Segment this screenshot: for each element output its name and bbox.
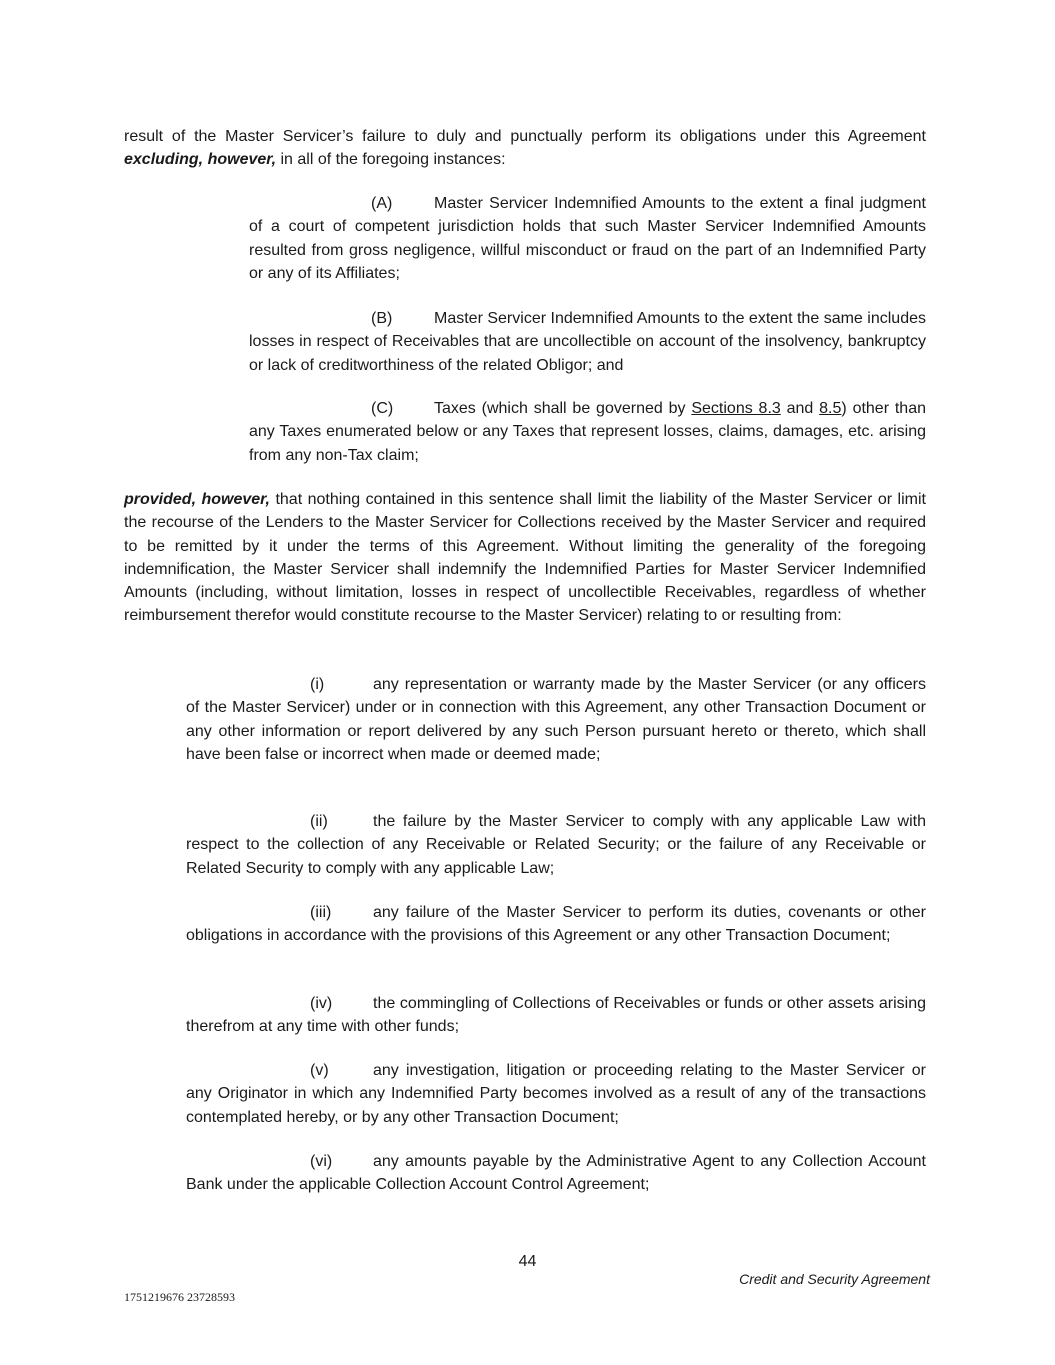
exclusion-a	[249, 192, 926, 285]
exclusion-b	[249, 307, 926, 377]
proviso-emphasis: provided, however,	[124, 491, 270, 508]
exclusion-text-c: ) other than any Taxes enumerated below or any Taxes that represent losses, claims, damages, etc. arising from any non-Tax claim;	[249, 400, 927, 464]
exclusion-text: Master Servicer Indemnified Amounts to the extent a final judgment of a court of competent jurisdiction holds that such Master Servicer Indemnified Amounts resulted from gross negligence, willful misconduct or fraud on the part of an Indemnified Party or any of its Affiliates;	[249, 195, 926, 282]
exclusion-label: (C)	[371, 400, 394, 417]
footer-document-title: Credit and Security Agreement	[739, 1271, 930, 1287]
indemnity-item-ii	[186, 810, 926, 880]
intro-paragraph	[124, 125, 926, 172]
section-reference-link: 8.5	[819, 400, 842, 417]
indemnity-item-iii	[186, 901, 926, 948]
proviso-text: that nothing contained in this sentence shall limit the liability of the Master Servicer or limit the recourse of the Lenders to the Master Servicer for Collections received by the Master Servicer and required to be remitted by it under the terms of this Agreement. Without limiting the generality of the foregoing indemnification, the Master Servicer shall indemnify the Indemnified Parties for Master Servicer Indemnified Amounts (including, without limitation, losses in respect of uncollectible Receivables, regardless of whether reimbursement therefor would constitute recourse to the Master Servicer) relating to or resulting from:	[124, 491, 926, 625]
item-text: any failure of the Master Servicer to perform its duties, covenants or other obligations in accordance with the provisions of this Agreement or any other Transaction Document;	[186, 904, 926, 945]
section-reference-link: Sections 8.3	[691, 400, 781, 417]
item-text: the failure by the Master Servicer to comply with any applicable Law with respect to the collection of any Receivable or Related Security; or the failure of any Receivable or Related Security to comply with any applicable Law;	[186, 813, 926, 877]
item-label: (iii)	[310, 904, 332, 921]
exclusion-label: (B)	[371, 310, 393, 327]
intro-text-2: in all of the foregoing instances:	[276, 151, 506, 169]
item-label: (vi)	[310, 1153, 333, 1170]
exclusion-text-a: Taxes (which shall be governed by	[434, 400, 692, 417]
item-label: (ii)	[310, 813, 328, 830]
item-text: any representation or warranty made by the Master Servicer (or any officers of the Master Servicer) under or in connection with this Agreement, any other Transaction Document or any other information or report delivered by any such Person pursuant hereto or thereto, which shall have been false or incorrect when made or deemed made;	[186, 676, 926, 763]
intro-emphasis: excluding, however,	[124, 151, 277, 169]
item-text: any amounts payable by the Administrative Agent to any Collection Account Bank under the applicable Collection Account Control Agreement;	[186, 1153, 926, 1194]
indemnity-item-vi	[186, 1150, 926, 1197]
item-text: the commingling of Collections of Receivables or funds or other assets arising therefrom at any time with other funds;	[186, 995, 926, 1036]
exclusion-text: Master Servicer Indemnified Amounts to the extent the same includes losses in respect of Receivables that are uncollectible on account of the insolvency, bankruptcy or lack of creditworthiness of the related Obligor; and	[249, 310, 926, 374]
indemnity-item-i	[186, 673, 926, 766]
indemnity-item-v	[186, 1059, 926, 1129]
exclusion-text-b: and	[780, 400, 820, 417]
page-number: 44	[518, 1253, 537, 1270]
item-label: (iv)	[310, 995, 333, 1012]
item-text: any investigation, litigation or proceeding relating to the Master Servicer or any Originator in which any Indemnified Party becomes involved as a result of any of the transactions contemplated hereby, or by any other Transaction Document;	[186, 1062, 926, 1126]
item-label: (i)	[310, 676, 325, 693]
exclusion-c	[249, 397, 926, 467]
proviso-paragraph	[124, 488, 926, 628]
document-id: 1751219676 23728593	[124, 1290, 235, 1304]
indemnity-item-iv	[186, 992, 926, 1039]
intro-text-1: result of the Master Servicer’s failure to duly and punctually perform its obligations under this Agreement	[124, 128, 926, 145]
item-label: (v)	[310, 1062, 329, 1079]
exclusion-label: (A)	[371, 195, 393, 212]
